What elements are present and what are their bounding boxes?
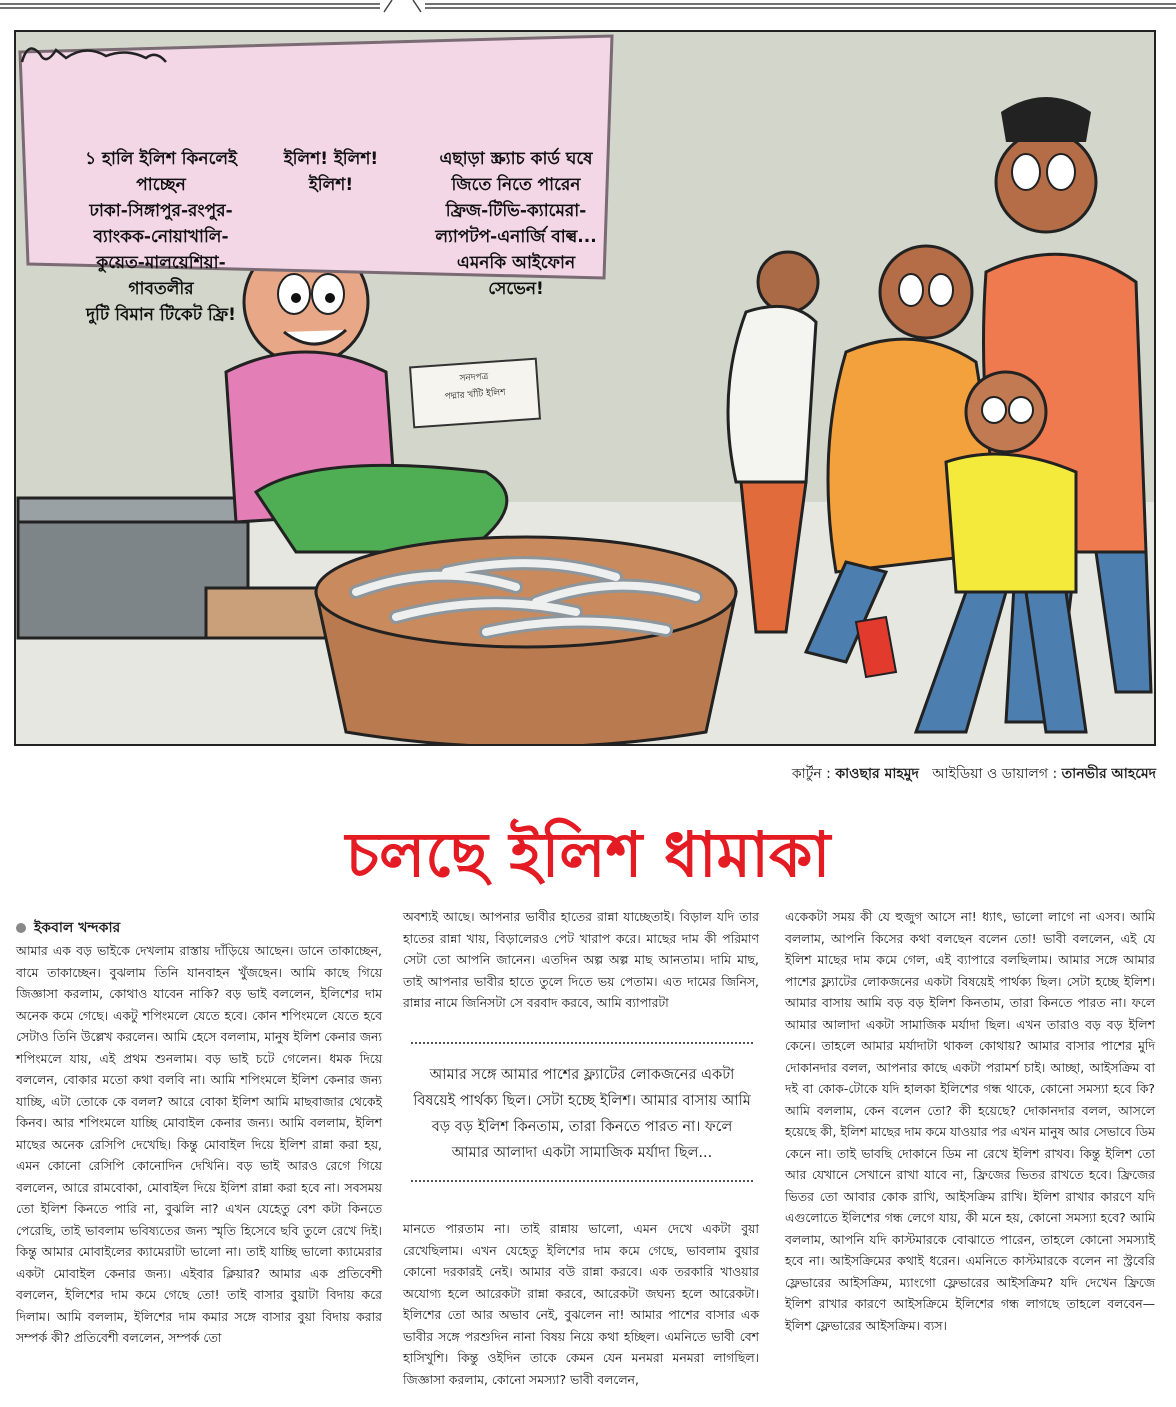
sign-right-text: এছাড়া স্ক্র্যাচ কার্ড ঘষে জিতে নিতে পারেন ফ্রিজ-টিভি-ক্যামেরা- ল্যাপটপ-এনার্জি বাল্ব... এমনকি আইফোন সেভেন! bbox=[435, 149, 597, 299]
author-byline bbox=[16, 916, 120, 940]
credit-cartoon-label: কার্টুন : bbox=[791, 766, 831, 782]
artist-signature bbox=[16, 32, 176, 72]
article-column-2-top: অবশ্যই আছে। আপনার ভাবীর হাতের রান্না যাচ্ছেতাই। বিড়াল যদি তার হাতের রান্না খায়, বিড়ালেরও পেট খারাপ করে। মাছের দাম কী পরিমাণ সেটা তো আপনি জানেন। এতদিন অল্প অল্প মাছ আনতাম। দামি মাছ, তাই আপনার ভাবীর হাতে তুলে দিতে ভয় পেতাম। এত দামের জিনিস, রান্নার নামে জিনিসটা সে বরবাদ করবে, আমি ব্যাপারটা bbox=[403, 909, 759, 1010]
credit-cartoon-name: কাওছার মাহমুদ bbox=[835, 766, 919, 782]
certificate-subtitle: পদ্মার খাঁটি ইলিশ bbox=[444, 387, 506, 403]
certificate bbox=[409, 358, 541, 429]
top-border bbox=[0, 0, 1176, 14]
author-name: ইকবাল খন্দকার bbox=[34, 920, 121, 936]
credit-idea-name: তানভীর আহমেদ bbox=[1061, 766, 1156, 782]
certificate-title: সনদপত্র bbox=[459, 372, 489, 385]
article-column-2-bottom: মানতে পারতাম না। তাই রান্নায় ভালো, এমন দেখে একটা বুয়া রেখেছিলাম। এখন যেহেতু ইলিশের দাম কমে গেছে, ভাবলাম বুয়ার কোনো দরকারই নেই। আমার বউ রান্না করবে। এক তরকারি খাওয়ার অযোগ্য হলে আরেকটা রান্না করবে, আরেকটা জঘন্য হলে আরেকটা। ইলিশের তো আর অভাব নেই, বুঝলেন না! আমার পাশের বাসার এক ভাবীর সঙ্গে পরশুদিন নানা বিষয় নিয়ে কথা হচ্ছিল। এমনিতে ভাবী বেশ হাসিখুশি। কিন্তু ওইদিন তাকে কেমন যেন মনমরা মনমরা লাগছিল। জিজ্ঞাসা করলাম, কোনো সমস্যা? ভাবী বললেন, bbox=[403, 1221, 759, 1387]
bullet-icon bbox=[16, 923, 26, 933]
sign-middle-text: ইলিশ! ইলিশ! ইলিশ! bbox=[283, 149, 379, 195]
credit-idea-label: আইডিয়া ও ডায়ালগ : bbox=[932, 766, 1058, 782]
cartoon-illustration bbox=[14, 30, 1156, 746]
pull-quote: আমার সঙ্গে আমার পাশের ফ্ল্যাটের লোকজনের একটা বিষয়েই পার্থক্য ছিল। সেটা হচ্ছে ইলিশ। আমার বাসায় আমি বড় বড় ইলিশ কিনতাম, তারা কিনতে পারত না। ফলে আমার আলাদা একটা সামাজিক মর্যাদা ছিল... bbox=[411, 1042, 753, 1182]
article-column-3: একেকটা সময় কী যে হুজুগ আসে না! ধ্যাৎ, ভালো লাগে না এসব। আমি বললাম, আপনি কিসের কথা বলছেন বলেন তো! ভাবী বললেন, এই যে ইলিশ মাছের দাম কমে গেল, এই ব্যাপারে বলছিলাম। আমার সঙ্গে আমার পাশের ফ্ল্যাটের লোকজনের একটা বিষয়েই পার্থক্য ছিল। সেটা হচ্ছে ইলিশ। আমার বাসায় আমি বড় বড় ইলিশ কিনতাম, তারা কিনতে পারত না। ফলে আমার আলাদা একটা সামাজিক মর্যাদা ছিল। এখন তারাও বড় বড় ইলিশ কেনে। তাহলে আমার মর্যাদাটা থাকল কোথায়? আমার বাসার পাশের মুদি দোকানদার বলল, আপনার কাছে একটা পরামর্শ চাই। আচ্ছা, আইসক্রিম বা দই বা কোক-টোকে যদি হালকা ইলিশের গন্ধ থাকে, কোনো সমস্যা হবে কি? আমি বললাম, কেন বলেন তো? কী হয়েছে? দোকানদার বলল, আসলে হয়েছে কী, ইলিশ মাছের দাম কমে যাওয়ার পর এখন মানুষ আর সেভাবে ডিম কেনে না। তাই ভাবছি দোকানে ডিম না রেখে ইলিশ রাখব। কিন্তু ইলিশ তো আর যেখানে সেখানে রাখা যাবে না, ফ্রিজের ভিতর রাখতে হবে। ফ্রিজের ভিতর তো আবার কোক রাখি, আইসক্রিম রাখি। ইলিশ রাখার কারণে যদি এগুলোতে ইলিশের গন্ধ লেগে যায়, কী মনে হয়, কোনো সমস্যা হবে? আমি বললাম, আপনি যদি কাস্টমারকে বোঝাতে পারেন, তাহলে কোনো সমস্যাই হবে না। আইসক্রিমের কথাই ধরেন। এমনিতে কাস্টমারকে বলেন না স্ট্রবেরি ফ্লেভারের আইসক্রিম, ম্যাংগো ফ্লেভারের আইসক্রিম? যদি দেখেন ফ্রিজে ইলিশ রাখার কারণে আইসক্রিমে ইলিশের গন্ধ লাগছে তাহলে বলবেন— ইলিশ ফ্লেভারের আইসক্রিম। ব্যস। bbox=[785, 909, 1155, 1333]
illustration-credit bbox=[420, 762, 1156, 786]
article-column-1: আমার এক বড় ভাইকে দেখলাম রাস্তায় দাঁড়িয়ে আছেন। ডানে তাকাচ্ছেন, বামে তাকাচ্ছেন। বুঝলাম তিনি যানবাহন খুঁজছেন। আমি কাছে গিয়ে জিজ্ঞাসা করলাম, কোথাও যাবেন নাকি? বড় ভাই বললেন, ইলিশের দাম অনেক কমে গেছে। একটু শপিংমলে যেতে হবে। কোন শপিংমলে যেতে হবে সেটাও তিনি উল্লেখ করলেন। আমি হেসে বললাম, মানুষ ইলিশ কেনার জন্য শপিংমলে যায়, এই প্রথম শুনলাম। বড় ভাই চটে গেলেন। ধমক দিয়ে বললেন, বোকার মতো কথা বলবি না। আমি শপিংমলে ইলিশ কেনার জন্য যাচ্ছি, এটা তোকে কে বলল? আরে বোকা ইলিশ আমি মাছবাজার থেকেই কিনব। আর শপিংমলে যাচ্ছি মোবাইল কেনার জন্য। আমি বললাম, ইলিশ মাছের অনেক রেসিপি দেখেছি। কিন্তু মোবাইল দিয়ে ইলিশ রান্না করা হয়, এমন কোনো রেসিপি কোনোদিন দেখিনি। বড় ভাই আরও রেগে গিয়ে বললেন, আরে রামবোকা, মোবাইল দিয়ে ইলিশ রান্না করা হবে না। সবসময় তো ইলিশ কিনতে পারি না, বুঝলি না? এখন যেহেতু বেশ কটা কিনতে পেরেছি, তাই ভাবলাম ভবিষ্যতের জন্য স্মৃতি হিসেবে ছবি তুলে রেখে দিই। কিন্তু আমার মোবাইলের ক্যামেরাটা ভালো না। তাই যাচ্ছি ভালো ক্যামেরার একটা মোবাইল কেনার জন্য। এইবার ক্লিয়ার? আমার এক প্রতিবেশী বললেন, ইলিশের দাম কমে গেছে তো! তাই বাসার বুয়াটা বিদায় করে দিলাম। আমি বললাম, ইলিশের দাম কমার সঙ্গে বাসার বুয়া বিদায় করার সম্পর্ক কী? প্রতিবেশী বললেন, সম্পর্ক তো bbox=[16, 943, 382, 1345]
sign-left-text: ১ হালি ইলিশ কিনলেই পাচ্ছেন ঢাকা-সিঙ্গাপুর-রংপুর- ব্যাংকক-নোয়াখালি- কুয়েত-মালয়েশিয়া- গাবতলীর দুটি বিমান টিকেট ফ্রি! bbox=[85, 149, 237, 325]
article-headline: চলছে ইলিশ ধামাকা bbox=[345, 818, 831, 891]
